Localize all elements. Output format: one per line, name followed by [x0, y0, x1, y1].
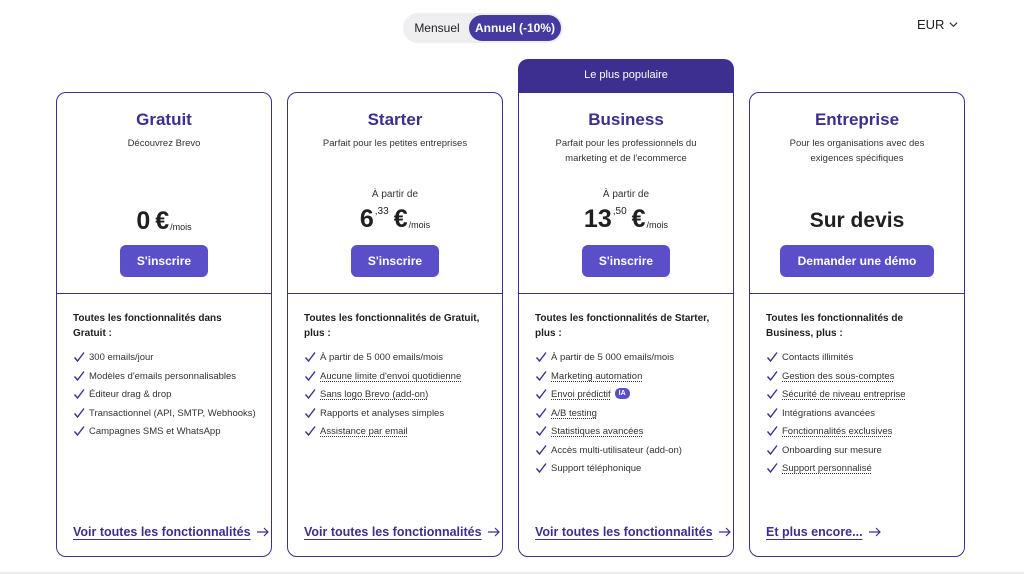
plan-title: Gratuit	[136, 110, 192, 129]
feature-item: Assistance par email	[304, 425, 488, 438]
features-section	[304, 311, 488, 444]
check-icon	[535, 407, 547, 419]
currency-value: EUR	[917, 17, 945, 32]
check-icon	[535, 351, 547, 363]
price-period: /mois	[646, 220, 669, 230]
price-period: /mois	[408, 220, 431, 230]
feature-item: Onboarding sur mesure	[766, 444, 950, 457]
request-demo-button[interactable]: Demander une démo	[780, 245, 934, 277]
check-icon	[73, 425, 85, 437]
check-icon	[304, 351, 316, 363]
feature-item: Modèles d'emails personnalisables	[73, 370, 257, 383]
signup-button[interactable]: S'inscrire	[582, 245, 670, 277]
check-icon	[73, 370, 85, 382]
feature-item: Sans logo Brevo (add-on)	[304, 388, 488, 401]
features-heading: Toutes les fonctionnalités de Starter, plus :	[535, 313, 710, 339]
features-list	[535, 351, 719, 475]
card-divider	[57, 293, 271, 294]
check-icon	[73, 351, 85, 363]
check-icon	[535, 444, 547, 456]
check-icon	[766, 462, 778, 474]
feature-item: Intégrations avancées	[766, 407, 950, 420]
feature-item: Gestion des sous-comptes	[766, 370, 950, 383]
check-icon	[766, 370, 778, 382]
plan-title: Business	[588, 110, 664, 129]
price-integer: 0	[136, 207, 151, 235]
check-icon	[73, 388, 85, 400]
plan-price	[57, 206, 271, 242]
feature-item: Rapports et analyses simples	[304, 407, 488, 420]
features-heading: Toutes les fonctionnalités dans Gratuit :	[73, 313, 222, 339]
billing-monthly-option[interactable]: Mensuel	[414, 21, 460, 35]
check-icon	[304, 370, 316, 382]
check-icon	[766, 407, 778, 419]
signup-button[interactable]: S'inscrire	[120, 245, 208, 277]
plan-tagline: Pour les organisations avec des exigences spécifiques	[789, 138, 925, 164]
features-list	[73, 351, 257, 438]
arrow-right-icon	[719, 527, 732, 537]
plan-price	[519, 204, 733, 240]
currency-selector[interactable]	[917, 17, 959, 32]
price-from-label: À partir de	[371, 189, 419, 200]
check-icon	[304, 425, 316, 437]
feature-item: Support téléphonique	[535, 462, 719, 475]
price-decimal: ,33	[374, 206, 389, 217]
card-divider	[750, 293, 964, 294]
check-icon	[766, 388, 778, 400]
feature-item: Campagnes SMS et WhatsApp	[73, 425, 257, 438]
plan-card-gratuit	[56, 92, 272, 557]
arrow-right-icon	[869, 527, 882, 537]
billing-toggle	[403, 13, 563, 43]
feature-item: Sécurité de niveau entreprise	[766, 388, 950, 401]
check-icon	[766, 351, 778, 363]
chevron-down-icon	[948, 19, 959, 30]
most-popular-banner: Le plus populaire	[518, 59, 734, 101]
feature-item: 300 emails/jour	[73, 351, 257, 364]
feature-item: Support personnalisé	[766, 462, 950, 475]
feature-item: À partir de 5 000 emails/mois	[535, 351, 719, 364]
see-all-features-link[interactable]: Voir toutes les fonctionnalités	[73, 525, 270, 539]
feature-item: Transactionnel (API, SMTP, Webhooks)	[73, 407, 257, 420]
see-all-features-link[interactable]: Voir toutes les fonctionnalités	[304, 525, 501, 539]
feature-item: Marketing automation	[535, 370, 719, 383]
price-currency: €	[393, 205, 408, 233]
features-heading: Toutes les fonctionnalités de Gratuit, plus :	[304, 313, 480, 339]
card-divider	[519, 293, 733, 294]
plan-tagline: Parfait pour les professionnels du marketing et de l'ecommerce	[555, 138, 697, 164]
plan-title: Entreprise	[814, 110, 900, 129]
plan-tagline: Découvrez Brevo	[127, 138, 201, 149]
price-integer: 6	[359, 205, 374, 233]
features-heading: Toutes les fonctionnalités de Business, plus :	[766, 313, 904, 339]
feature-item: Aucune limite d'envoi quotidienne	[304, 370, 488, 383]
feature-item: Éditeur drag & drop	[73, 388, 257, 401]
features-section	[73, 311, 257, 444]
plan-card-business	[518, 92, 734, 557]
features-section	[535, 311, 719, 481]
feature-item: Statistiques avancées	[535, 425, 719, 438]
card-divider	[288, 293, 502, 294]
see-all-features-link[interactable]: Voir toutes les fonctionnalités	[535, 525, 732, 539]
feature-item: A/B testing	[535, 407, 719, 420]
price-decimal: ,50	[612, 206, 627, 217]
check-icon	[73, 407, 85, 419]
feature-item: Contacts illimités	[766, 351, 950, 364]
plan-price	[288, 204, 502, 240]
plan-card-starter	[287, 92, 503, 557]
features-section	[766, 311, 950, 481]
check-icon	[766, 444, 778, 456]
check-icon	[304, 388, 316, 400]
feature-item: Envoi prédictif IA	[535, 388, 719, 401]
plan-card-entreprise	[749, 92, 965, 557]
arrow-right-icon	[257, 527, 270, 537]
feature-item: Fonctionnalités exclusives	[766, 425, 950, 438]
check-icon	[304, 407, 316, 419]
plan-tagline: Parfait pour les petites entreprises	[322, 138, 468, 149]
features-list	[304, 351, 488, 438]
price-period: /mois	[170, 222, 192, 232]
check-icon	[535, 388, 547, 400]
features-list	[766, 351, 950, 475]
check-icon	[535, 462, 547, 474]
price-from-label: À partir de	[602, 189, 650, 200]
feature-item: À partir de 5 000 emails/mois	[304, 351, 488, 364]
plan-title: Starter	[367, 110, 423, 129]
check-icon	[535, 425, 547, 437]
price-integer: 13	[583, 205, 612, 233]
price-currency: €	[155, 207, 170, 235]
billing-annual-option[interactable]: Annuel (-10%)	[469, 15, 561, 41]
arrow-right-icon	[488, 527, 501, 537]
feature-item: Accès multi-utilisateur (add-on)	[535, 444, 719, 457]
and-more-link[interactable]: Et plus encore...	[766, 525, 882, 539]
check-icon	[766, 425, 778, 437]
price-quote: Sur devis	[809, 209, 905, 232]
price-currency: €	[631, 205, 646, 233]
check-icon	[535, 370, 547, 382]
ia-badge: IA	[615, 388, 630, 399]
signup-button[interactable]: S'inscrire	[351, 245, 439, 277]
